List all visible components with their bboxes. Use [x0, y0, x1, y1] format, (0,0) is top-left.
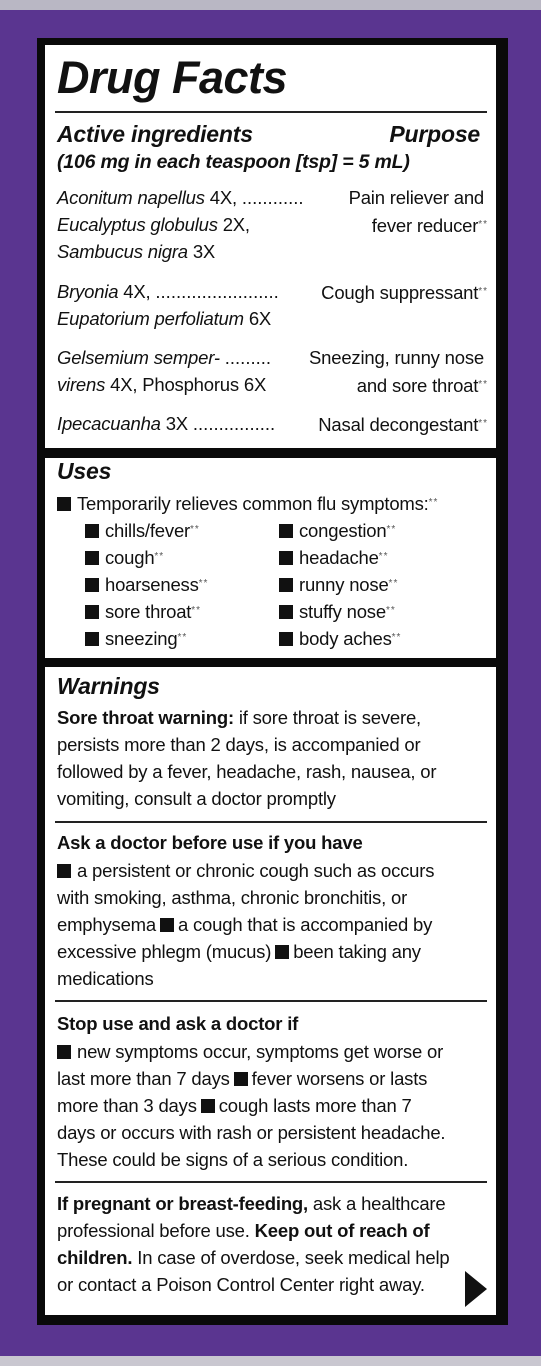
warning-text: a persistent or chronic cough such as occurs [57, 860, 434, 882]
use-item: sore throat** [85, 600, 201, 623]
warning-text: more than 3 days cough lasts more than 7 [57, 1095, 412, 1116]
use-item: chills/fever** [85, 519, 200, 542]
warning-text: persists more than 2 days, is accompanied or [57, 734, 421, 755]
warning-text: medications [57, 968, 154, 989]
carton-top-edge [0, 0, 541, 10]
sore-throat-warning: Sore throat warning: if sore throat is severe, [57, 707, 421, 728]
uses-box [45, 458, 496, 658]
warning-text: children. In case of overdose, seek medical help [57, 1247, 450, 1268]
stop-use-heading: Stop use and ask a doctor if [57, 1013, 299, 1034]
bullet-icon [279, 605, 293, 619]
ingredient-eucalyptus: Eucalyptus globulus 2X, [57, 214, 250, 235]
bullet-icon [279, 551, 293, 565]
warning-text: excessive phlegm (mucus) been taking any [57, 941, 421, 962]
warnings-box [45, 667, 496, 1315]
warning-text: days or occurs with rash or persistent headache. [57, 1122, 446, 1143]
purpose-sore-throat: and sore throat** [356, 375, 488, 396]
warning-text: vomiting, consult a doctor promptly [57, 788, 336, 809]
ingredient-ipecacuanha: Ipecacuanha 3X ................ [57, 413, 276, 434]
ingredient-phosphorus: virens 4X, Phosphorus 6X [57, 374, 267, 395]
warning-text: These could be signs of a serious condition. [57, 1149, 409, 1170]
warning-text: last more than 7 days fever worsens or lasts [57, 1068, 428, 1089]
ingredient-aconitum: Aconitum napellus 4X, ............ [57, 187, 304, 208]
ask-doctor-heading: Ask a doctor before use if you have [57, 832, 363, 853]
drug-facts-title: Drug Facts [57, 52, 288, 103]
bullet-icon [85, 551, 99, 565]
bullet-icon [279, 524, 293, 538]
uses-intro: Temporarily relieves common flu symptoms:** [57, 492, 438, 515]
use-item: cough** [85, 546, 164, 569]
warning-text: new symptoms occur, symptoms get worse or [57, 1041, 443, 1063]
bullet-icon [85, 524, 99, 538]
bullet-icon [57, 497, 71, 511]
warning-text: followed by a fever, headache, rash, nausea, or [57, 761, 437, 782]
section-rule [55, 1181, 487, 1183]
active-ingredients-box [45, 45, 496, 448]
bullet-icon [57, 1045, 71, 1059]
use-item: runny nose** [279, 573, 398, 596]
section-rule [55, 1000, 487, 1002]
ingredient-gelsemium: Gelsemium semper- ......... [57, 347, 272, 368]
pregnancy-warning: If pregnant or breast-feeding, ask a healthcare [57, 1193, 446, 1214]
ingredient-bryonia: Bryonia 4X, ........................ [57, 281, 279, 302]
use-item: hoarseness** [85, 573, 208, 596]
bullet-icon [275, 945, 289, 959]
bullet-icon [201, 1099, 215, 1113]
continue-arrow-icon [465, 1271, 487, 1307]
use-item: stuffy nose** [279, 600, 396, 623]
bullet-icon [85, 578, 99, 592]
warning-text: or contact a Poison Control Center right away. [57, 1274, 425, 1295]
ingredient-eupatorium: Eupatorium perfoliatum 6X [57, 308, 272, 329]
purpose-heading: Purpose [389, 121, 480, 147]
title-rule [55, 111, 487, 113]
purpose-sneezing: Sneezing, runny nose [309, 347, 484, 368]
warning-text: emphysema a cough that is accompanied by [57, 914, 433, 935]
use-item: body aches** [279, 627, 401, 650]
purpose-fever-reducer: fever reducer** [371, 215, 488, 236]
purpose-cough-suppressant: Cough suppressant** [321, 282, 488, 303]
dose-subheading: (106 mg in each teaspoon [tsp] = 5 mL) [57, 151, 410, 173]
use-item: congestion** [279, 519, 396, 542]
bullet-icon [279, 578, 293, 592]
use-item: headache** [279, 546, 388, 569]
carton-bottom-edge [0, 1356, 541, 1366]
bullet-icon [85, 605, 99, 619]
bullet-icon [279, 632, 293, 646]
warnings-heading: Warnings [57, 673, 160, 699]
bullet-icon [85, 632, 99, 646]
purpose-pain-reliever: Pain reliever and [348, 187, 484, 208]
warning-text: with smoking, asthma, chronic bronchitis, or [57, 887, 408, 908]
bullet-icon [160, 918, 174, 932]
section-rule [55, 821, 487, 823]
bullet-icon [234, 1072, 248, 1086]
active-ingredients-heading: Active ingredients [57, 121, 253, 147]
purpose-nasal-decongestant: Nasal decongestant** [318, 414, 488, 435]
bullet-icon [57, 864, 71, 878]
ingredient-sambucus: Sambucus nigra 3X [57, 241, 216, 262]
warning-text: professional before use. Keep out of reach of [57, 1220, 430, 1241]
use-item: sneezing** [85, 627, 187, 650]
uses-heading: Uses [57, 458, 112, 484]
